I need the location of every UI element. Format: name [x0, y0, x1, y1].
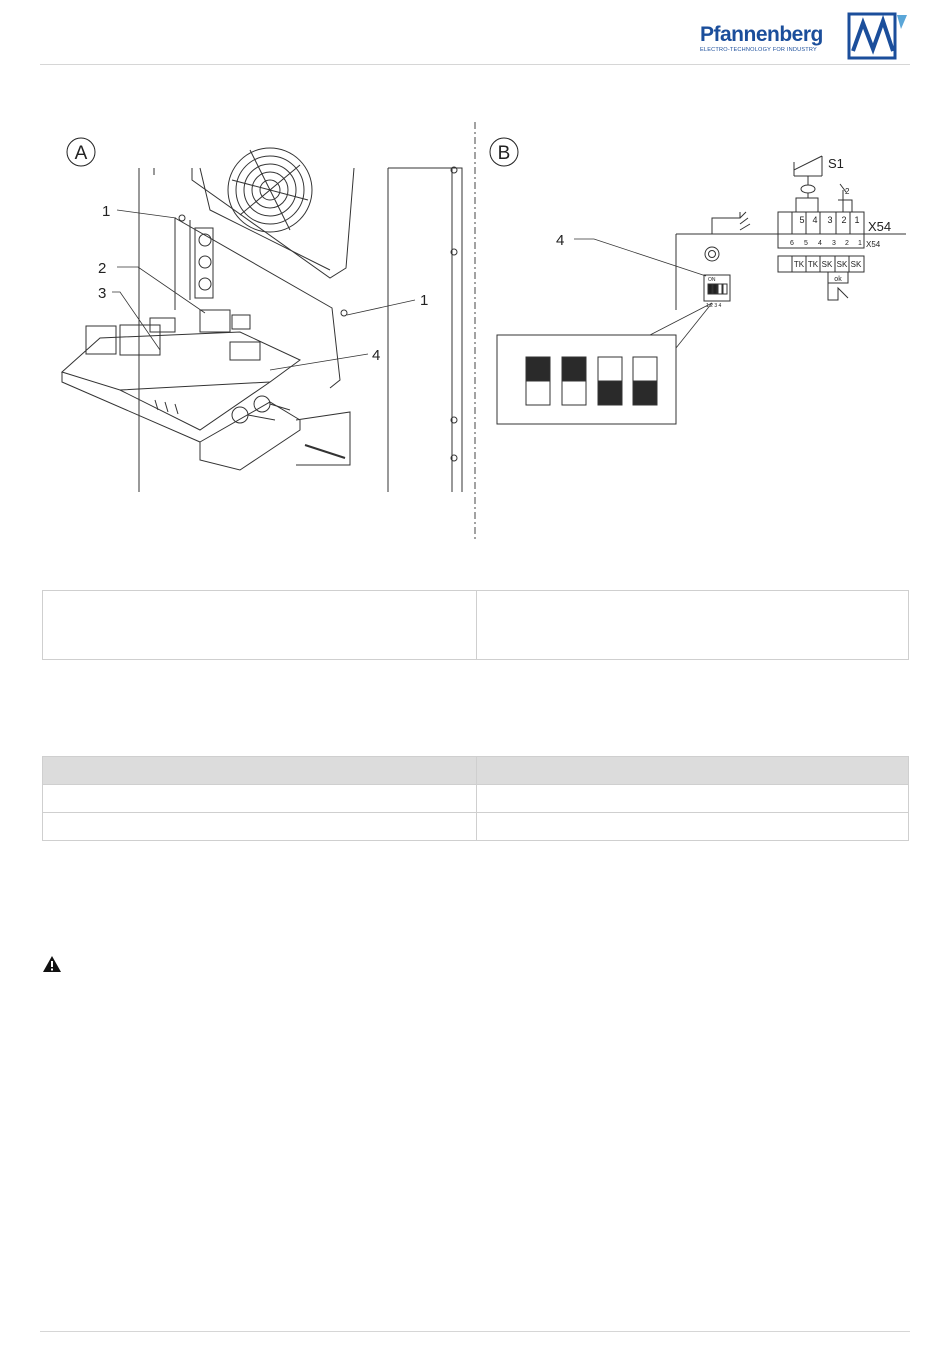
table-header-row — [43, 757, 909, 785]
terminal-label-x54-small: X54 — [866, 240, 881, 249]
table-cell — [43, 785, 477, 813]
panel-a-label: A — [74, 143, 88, 164]
callout-a-2: 2 — [98, 260, 107, 277]
brand-tagline: ELECTRO-TECHNOLOGY FOR INDUSTRY — [700, 47, 817, 53]
terminal-small-4: 4 — [818, 240, 822, 247]
switch-label-s1: S1 — [828, 156, 844, 171]
terminal-small-3: 3 — [832, 240, 836, 247]
table-header-cell — [43, 757, 477, 785]
bottom-label-tk-2: TK — [807, 260, 819, 269]
dip-on-label: ON — [708, 277, 716, 283]
brand-logo-icon — [847, 11, 911, 61]
callout-a-4: 4 — [372, 347, 381, 364]
bottom-label-tk-1: TK — [793, 260, 805, 269]
terminal-num-1: 1 — [854, 215, 860, 225]
brand-logo — [698, 8, 912, 60]
callout-a-3: 3 — [98, 285, 107, 302]
table-header-cell — [477, 757, 909, 785]
terminal-small-1: 1 — [858, 240, 862, 247]
terminal-small-5: 5 — [804, 240, 808, 247]
terminal-label-x54: X54 — [868, 219, 892, 234]
dip-numbers: 1 2 3 4 — [706, 303, 722, 309]
panel-a — [62, 138, 462, 492]
wire-label: 2 — [845, 187, 850, 196]
panel-b-label: B — [497, 143, 511, 164]
header-rule — [40, 64, 910, 65]
callout-a-1: 1 — [102, 203, 111, 220]
terminal-num-3: 3 — [827, 215, 833, 225]
table-row — [43, 591, 909, 660]
brand-name: Pfannenberg — [700, 23, 823, 46]
panel-b — [490, 138, 906, 424]
table-cell — [477, 813, 909, 841]
footer-rule — [40, 1331, 910, 1332]
relay-label: ok — [834, 276, 842, 283]
table-cell — [477, 785, 909, 813]
table-row — [43, 785, 909, 813]
terminal-num-4: 4 — [812, 215, 818, 225]
terminal-num-5: 5 — [799, 215, 805, 225]
figure-installation-diagram — [0, 120, 950, 545]
terminal-small-6: 6 — [790, 240, 794, 247]
bottom-label-sk-2: SK — [836, 260, 848, 269]
table-row — [43, 813, 909, 841]
table-2 — [42, 756, 909, 841]
callout-b-4: 4 — [556, 232, 565, 249]
table-cell — [477, 591, 909, 660]
callout-a-1b: 1 — [420, 292, 429, 309]
table-1 — [42, 590, 909, 660]
table-cell — [43, 813, 477, 841]
bottom-label-sk-3: SK — [850, 260, 862, 269]
table-cell — [43, 591, 477, 660]
terminal-small-2: 2 — [845, 240, 849, 247]
bottom-label-sk-1: SK — [821, 260, 833, 269]
warning-icon — [42, 955, 62, 973]
terminal-num-2: 2 — [841, 215, 847, 225]
